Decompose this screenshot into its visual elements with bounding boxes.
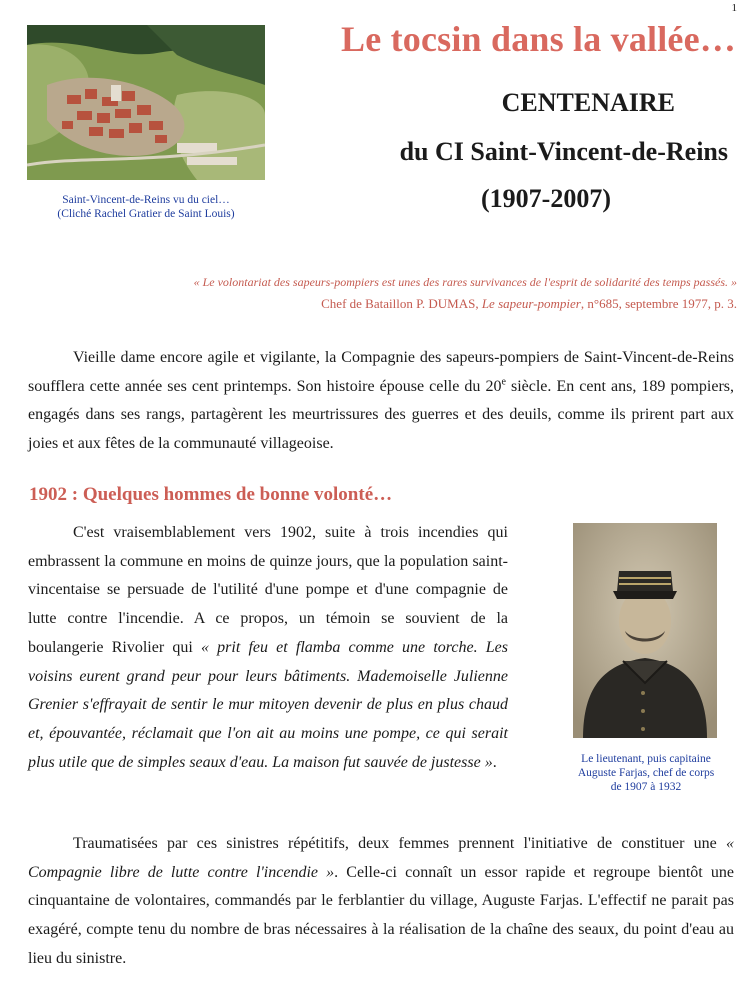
section1-end: . [492, 753, 497, 771]
intro-text-cont: siècle. En cent ans, 189 pompiers, engagés dans ses rangs, partagèrent les meurtrissures des guerres et des deuils, comme ils prirent part aux joies et aux fêtes de la communauté villageoise. [28, 377, 735, 453]
caption-line: de 1907 à 1932 [610, 781, 682, 793]
subtitle-ci-name: du CI Saint-Vincent-de-Reins [399, 137, 728, 166]
section2-text-cont: . Celle-ci connaît un essor rapide et regroupe bientôt une cinquantaine de volontaires, commandés par le ferblantier du village, Auguste Farjas. L'effectif ne parait pas exagéré, compte tenu du nombre de bras nécessaires à la réalisation de la chaîne des seaux, du point d'eau au lieu du sinistre. [28, 863, 734, 967]
epigraph-publication: Le sapeur-pompier [481, 296, 581, 311]
section2-paragraph [28, 830, 734, 974]
page-title: Le tocsin dans la vallée… [340, 19, 736, 59]
witness-quote: « prit feu et flamba comme une torche. Les voisins eurent grand peur pour leurs bâtiments. Mademoiselle Julienne Grenier s'effrayait de sentir le mur mitoyen devenir de plus en plus chaud et, épouvantée, réclamait que l'on ait au moins une pompe, ce qui serait plus utile que de simples seaux d'eau. La maison fut sauvée de justesse » [28, 638, 509, 771]
aerial-photo-caption [20, 193, 272, 221]
superscript-e: e [501, 376, 506, 388]
caption-line: Auguste Farjas, chef de corps [577, 767, 715, 779]
subtitle-years: (1907-2007) [481, 184, 611, 213]
page-number: 1 [731, 2, 737, 14]
portrait-caption [558, 752, 734, 794]
portrait-photo [573, 523, 717, 738]
epigraph-reference: , n°685, septembre 1977, p. 3. [580, 296, 737, 311]
intro-text: Vieille dame encore agile et vigilante, la Compagnie des sapeurs-pompiers de Saint-Vincent-de-Reins soufflera cette année ses cent printemps. Son histoire épouse celle du 20 [28, 349, 734, 395]
caption-line: Saint-Vincent-de-Reins vu du ciel… [62, 194, 230, 206]
section2-text: Traumatisées par ces sinistres répétitifs, deux femmes prennent l'initiative de constituer une [73, 835, 726, 852]
caption-line: Le lieutenant, puis capitaine [581, 753, 711, 765]
section-heading: 1902 : Quelques hommes de bonne volonté… [29, 484, 393, 505]
company-name-quote: « Compagnie libre de lutte contre l'incendie » [28, 835, 734, 881]
subtitle-centenaire: CENTENAIRE [501, 88, 675, 117]
epigraph-author: Chef de Bataillon P. DUMAS, [321, 296, 482, 311]
epigraph-source [60, 296, 737, 312]
intro-paragraph [28, 344, 734, 459]
section1-paragraph [28, 519, 508, 777]
section1-text: C'est vraisemblablement vers 1902, suite à trois incendies qui embrassent la commune en moins de quinze jours, que la population saint-vincentaise se persuade de l'utilité d'une pompe et d'une compagnie de lutte contre l'incendie. A ce propos, un témoin se souvient de la boulangerie Rivolier qui [28, 524, 508, 656]
caption-line: (Cliché Rachel Gratier de Saint Louis) [57, 208, 235, 220]
epigraph-quote: « Le volontariat des sapeurs-pompiers est unes des rares survivances de l'esprit de solidarité des temps passés. » [193, 275, 737, 289]
aerial-village-photo [27, 25, 265, 180]
